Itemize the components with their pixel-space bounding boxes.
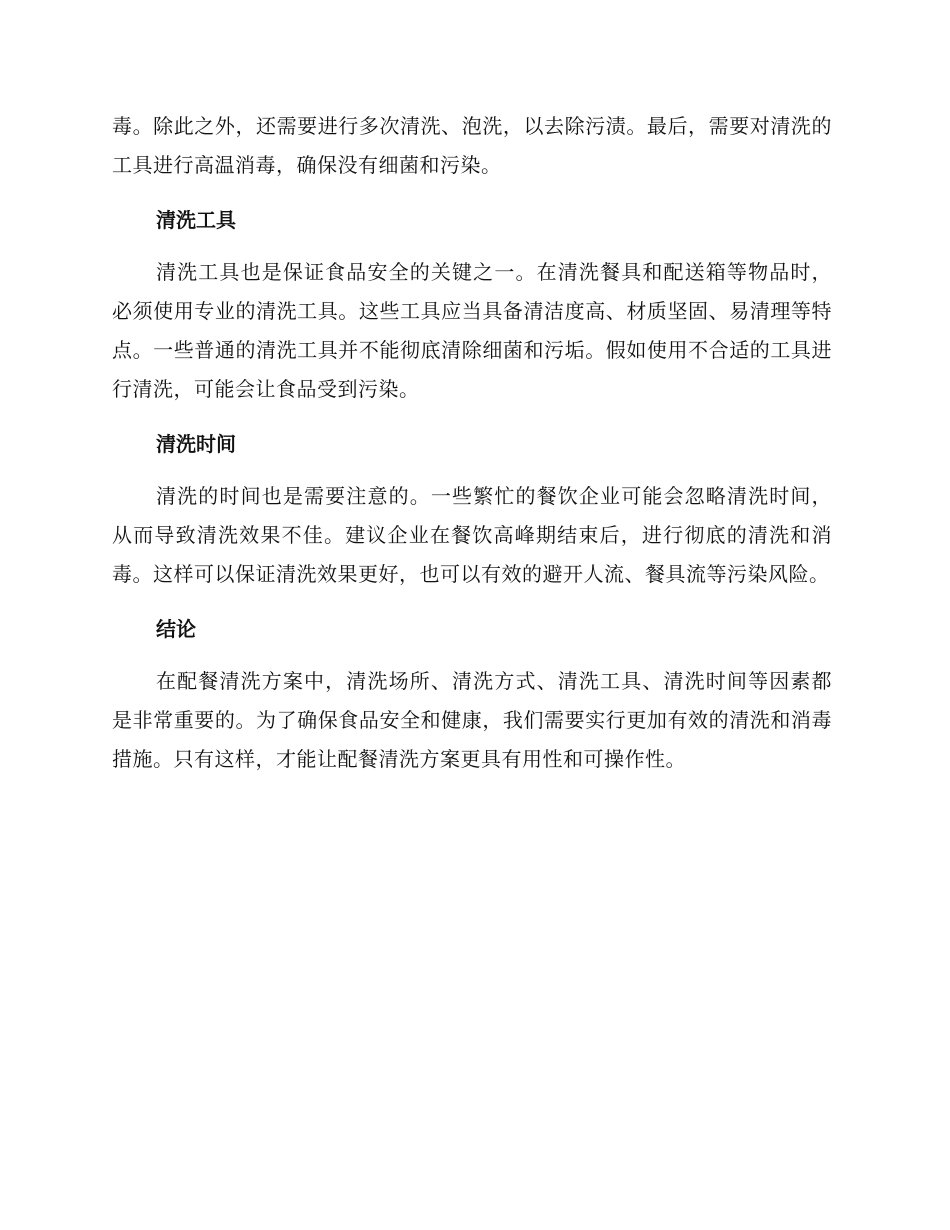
section-paragraph-cleaning-tools: 清洗工具也是保证食品安全的关键之一。在清洗餐具和配送箱等物品时，必须使用专业的清洗工具。这些工具应当具备清洁度高、材质坚固、易清理等特点。一些普通的清洗工具并不能彻底清除细菌和污垢。假如使用不合适的工具进行清洗，可能会让食品受到污染。	[112, 260, 832, 401]
document-body	[112, 107, 832, 779]
opening-paragraph: 毒。除此之外，还需要进行多次清洗、泡洗，以去除污渍。最后，需要对清洗的工具进行高温消毒，确保没有细菌和污染。	[112, 114, 832, 177]
section-paragraph-conclusion: 在配餐清洗方案中，清洗场所、清洗方式、清洗工具、清洗时间等因素都是非常重要的。为了确保食品安全和健康，我们需要实行更加有效的清洗和消毒措施。只有这样，才能让配餐清洗方案更具有用性和可操作性。	[112, 669, 832, 771]
section-heading-cleaning-tools: 清洗工具	[156, 208, 236, 232]
section-heading-cleaning-time: 清洗时间	[156, 432, 236, 456]
section-paragraph-cleaning-time: 清洗的时间也是需要注意的。一些繁忙的餐饮企业可能会忽略清洗时间，从而导致清洗效果不佳。建议企业在餐饮高峰期结束后，进行彻底的清洗和消毒。这样可以保证清洗效果更好，也可以有效的避开人流、餐具流等污染风险。	[112, 484, 832, 586]
section-heading-conclusion: 结论	[156, 617, 196, 641]
